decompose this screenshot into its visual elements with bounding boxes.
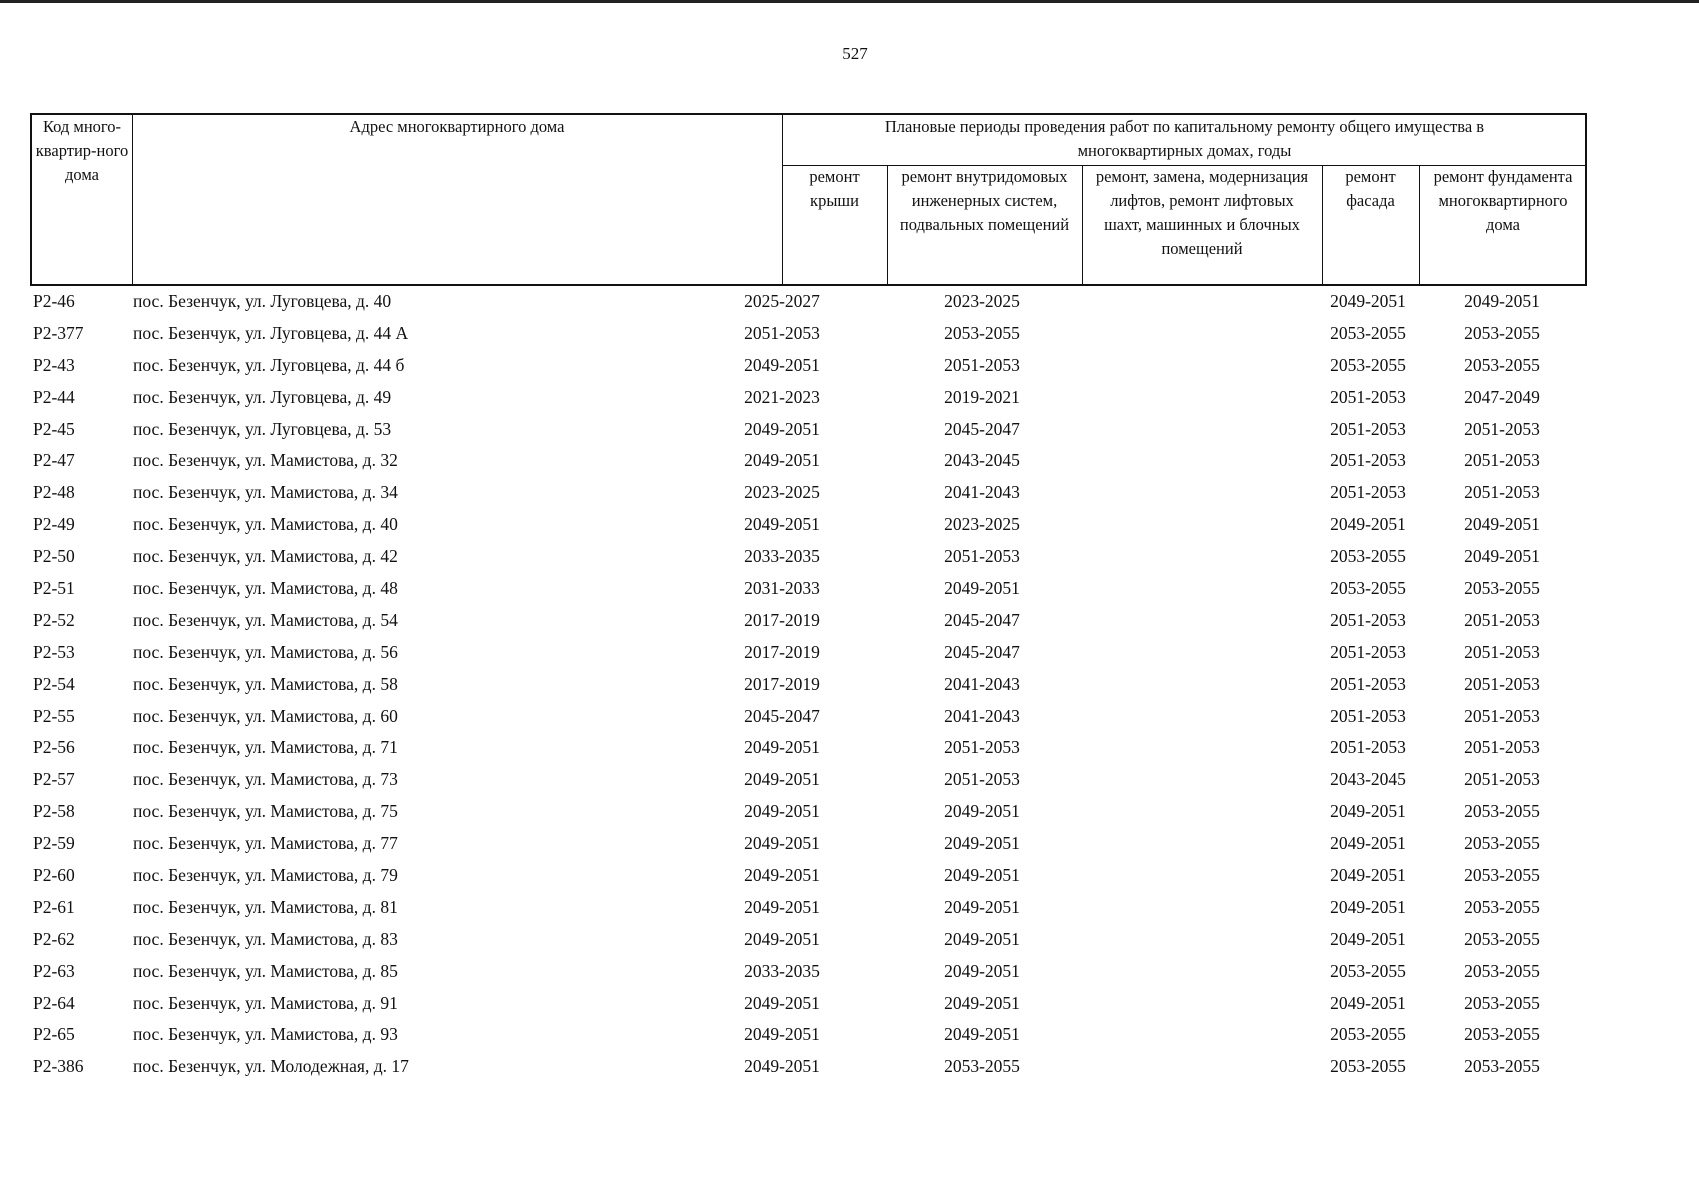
cell-address: пос. Безенчук, ул. Луговцева, д. 44 б: [133, 354, 405, 375]
table-row: [30, 637, 1587, 669]
cell-foundation: 2049-2051: [1464, 546, 1540, 567]
table-row: [30, 414, 1587, 446]
table-row: [30, 445, 1587, 477]
cell-address: пос. Безенчук, ул. Мамистова, д. 42: [133, 546, 398, 567]
cell-code: Р2-58: [33, 801, 75, 822]
cell-foundation: 2049-2051: [1464, 514, 1540, 535]
table-row: [30, 732, 1587, 764]
table-row: [30, 956, 1587, 988]
cell-code: Р2-48: [33, 482, 75, 503]
cell-facade: 2051-2053: [1330, 386, 1406, 407]
table-row: [30, 1019, 1587, 1051]
cell-address: пос. Безенчук, ул. Луговцева, д. 44 А: [133, 322, 409, 343]
cell-facade: 2053-2055: [1330, 960, 1406, 981]
cell-facade: 2053-2055: [1330, 1056, 1406, 1077]
cell-roof: 2033-2035: [744, 960, 820, 981]
cell-foundation: 2047-2049: [1464, 386, 1540, 407]
cell-address: пос. Безенчук, ул. Мамистова, д. 79: [133, 865, 398, 886]
cell-facade: 2049-2051: [1330, 896, 1406, 917]
cell-foundation: 2053-2055: [1464, 801, 1540, 822]
table-header: [30, 113, 1587, 286]
cell-facade: 2051-2053: [1330, 673, 1406, 694]
cell-engineering: 2041-2043: [944, 705, 1020, 726]
cell-engineering: 2049-2051: [944, 865, 1020, 886]
cell-roof: 2049-2051: [744, 514, 820, 535]
cell-engineering: 2049-2051: [944, 833, 1020, 854]
cell-address: пос. Безенчук, ул. Мамистова, д. 77: [133, 833, 398, 854]
cell-roof: 2049-2051: [744, 769, 820, 790]
table-row: [30, 318, 1587, 350]
cell-facade: 2051-2053: [1330, 705, 1406, 726]
table-row: [30, 828, 1587, 860]
cell-facade: 2049-2051: [1330, 801, 1406, 822]
page-number: 527: [842, 44, 868, 63]
cell-address: пос. Безенчук, ул. Мамистова, д. 34: [133, 482, 398, 503]
cell-roof: 2017-2019: [744, 673, 820, 694]
cell-engineering: 2049-2051: [944, 960, 1020, 981]
cell-address: пос. Безенчук, ул. Мамистова, д. 85: [133, 960, 398, 981]
cell-foundation: 2049-2051: [1464, 291, 1540, 311]
cell-code: Р2-52: [33, 609, 75, 630]
cell-foundation: 2053-2055: [1464, 578, 1540, 599]
cell-foundation: 2053-2055: [1464, 992, 1540, 1013]
cell-facade: 2043-2045: [1330, 769, 1406, 790]
cell-engineering: 2049-2051: [944, 896, 1020, 917]
cell-engineering: 2051-2053: [944, 354, 1020, 375]
cell-roof: 2033-2035: [744, 546, 820, 567]
cell-address: пос. Безенчук, ул. Мамистова, д. 40: [133, 514, 398, 535]
cell-engineering: 2051-2053: [944, 769, 1020, 790]
cell-roof: 2049-2051: [744, 801, 820, 822]
table-row: [30, 509, 1587, 541]
cell-facade: 2053-2055: [1330, 578, 1406, 599]
cell-code: Р2-56: [33, 737, 75, 758]
table-row: [30, 573, 1587, 605]
cell-address: пос. Безенчук, ул. Мамистова, д. 83: [133, 928, 398, 949]
cell-foundation: 2051-2053: [1464, 705, 1540, 726]
table-row: [30, 1051, 1587, 1083]
cell-foundation: 2051-2053: [1464, 418, 1540, 439]
cell-facade: 2051-2053: [1330, 418, 1406, 439]
cell-facade: 2051-2053: [1330, 450, 1406, 471]
cell-address: пос. Безенчук, ул. Мамистова, д. 48: [133, 578, 398, 599]
cell-code: Р2-49: [33, 514, 75, 535]
cell-foundation: 2051-2053: [1464, 609, 1540, 630]
cell-code: Р2-60: [33, 865, 75, 886]
cell-facade: 2051-2053: [1330, 609, 1406, 630]
cell-code: Р2-63: [33, 960, 75, 981]
cell-roof: 2049-2051: [744, 354, 820, 375]
cell-foundation: 2053-2055: [1464, 833, 1540, 854]
table-row: [30, 350, 1587, 382]
cell-engineering: 2049-2051: [944, 1024, 1020, 1045]
cell-foundation: 2051-2053: [1464, 450, 1540, 471]
cell-roof: 2049-2051: [744, 992, 820, 1013]
cell-roof: 2023-2025: [744, 482, 820, 503]
header-address: Адрес многоквартирного дома: [349, 117, 565, 136]
cell-code: Р2-62: [33, 928, 75, 949]
cell-facade: 2049-2051: [1330, 865, 1406, 886]
cell-code: Р2-377: [33, 322, 84, 343]
cell-roof: 2025-2027: [744, 291, 820, 311]
cell-code: Р2-51: [33, 578, 75, 599]
cell-address: пос. Безенчук, ул. Луговцева, д. 40: [133, 291, 392, 311]
cell-roof: 2049-2051: [744, 418, 820, 439]
cell-address: пос. Безенчук, ул. Луговцева, д. 49: [133, 386, 392, 407]
cell-foundation: 2053-2055: [1464, 322, 1540, 343]
header-foundation: ремонт фундамента многоквартирного дома: [1433, 167, 1573, 234]
cell-address: пос. Безенчук, ул. Мамистова, д. 73: [133, 769, 398, 790]
cell-roof: 2049-2051: [744, 865, 820, 886]
cell-facade: 2051-2053: [1330, 737, 1406, 758]
cell-code: Р2-59: [33, 833, 75, 854]
cell-code: Р2-54: [33, 673, 75, 694]
table-row: [30, 477, 1587, 509]
table-row: [30, 988, 1587, 1020]
cell-facade: 2049-2051: [1330, 514, 1406, 535]
cell-foundation: 2053-2055: [1464, 896, 1540, 917]
cell-roof: 2049-2051: [744, 1024, 820, 1045]
cell-engineering: 2051-2053: [944, 546, 1020, 567]
cell-address: пос. Безенчук, ул. Мамистова, д. 54: [133, 609, 398, 630]
cell-address: пос. Безенчук, ул. Мамистова, д. 32: [133, 450, 398, 471]
cell-address: пос. Безенчук, ул. Молодежная, д. 17: [133, 1056, 409, 1077]
cell-engineering: 2045-2047: [944, 641, 1020, 662]
cell-facade: 2049-2051: [1330, 992, 1406, 1013]
cell-roof: 2031-2033: [744, 578, 820, 599]
cell-address: пос. Безенчук, ул. Мамистова, д. 60: [133, 705, 398, 726]
table-row: [30, 382, 1587, 414]
cell-roof: 2017-2019: [744, 609, 820, 630]
cell-roof: 2049-2051: [744, 928, 820, 949]
table-row: [30, 764, 1587, 796]
header-code: Код много-квартир-ного дома: [35, 117, 129, 184]
cell-engineering: 2049-2051: [944, 578, 1020, 599]
cell-engineering: 2049-2051: [944, 928, 1020, 949]
cell-code: Р2-43: [33, 354, 75, 375]
cell-foundation: 2051-2053: [1464, 673, 1540, 694]
cell-facade: 2053-2055: [1330, 546, 1406, 567]
cell-engineering: 2043-2045: [944, 450, 1020, 471]
table-row: [30, 541, 1587, 573]
cell-facade: 2053-2055: [1330, 354, 1406, 375]
header-periods: Плановые периоды проведения работ по капитальному ремонту общего имущества в многоквартирных домах, годы: [884, 117, 1485, 160]
cell-code: Р2-64: [33, 992, 75, 1013]
cell-engineering: 2041-2043: [944, 482, 1020, 503]
cell-facade: 2053-2055: [1330, 322, 1406, 343]
table-body: [30, 286, 1587, 1083]
header-lifts: ремонт, замена, модернизация лифтов, ремонт лифтовых шахт, машинных и блочных помещений: [1095, 167, 1309, 258]
header-roof: ремонт крыши: [809, 167, 860, 210]
cell-roof: 2049-2051: [744, 737, 820, 758]
cell-code: Р2-53: [33, 641, 75, 662]
header-engineering: ремонт внутридомовых инженерных систем, подвальных помещений: [899, 167, 1070, 234]
cell-roof: 2049-2051: [744, 450, 820, 471]
table-row: [30, 286, 1587, 318]
cell-code: Р2-57: [33, 769, 75, 790]
cell-code: Р2-47: [33, 450, 75, 471]
table-row: [30, 892, 1587, 924]
cell-foundation: 2053-2055: [1464, 960, 1540, 981]
cell-foundation: 2051-2053: [1464, 482, 1540, 503]
table-row: [30, 924, 1587, 956]
cell-engineering: 2049-2051: [944, 801, 1020, 822]
cell-engineering: 2019-2021: [944, 386, 1020, 407]
cell-roof: 2049-2051: [744, 1056, 820, 1077]
cell-foundation: 2053-2055: [1464, 865, 1540, 886]
cell-address: пос. Безенчук, ул. Мамистова, д. 71: [133, 737, 398, 758]
table-row: [30, 669, 1587, 701]
table-row: [30, 796, 1587, 828]
cell-code: Р2-61: [33, 896, 75, 917]
cell-roof: 2051-2053: [744, 322, 820, 343]
cell-roof: 2017-2019: [744, 641, 820, 662]
cell-engineering: 2053-2055: [944, 1056, 1020, 1077]
cell-code: Р2-50: [33, 546, 75, 567]
cell-engineering: 2023-2025: [944, 291, 1020, 311]
cell-code: Р2-46: [33, 291, 75, 311]
cell-code: Р2-386: [33, 1056, 84, 1077]
cell-address: пос. Безенчук, ул. Мамистова, д. 75: [133, 801, 398, 822]
cell-address: пос. Безенчук, ул. Мамистова, д. 56: [133, 641, 398, 662]
cell-facade: 2049-2051: [1330, 833, 1406, 854]
cell-address: пос. Безенчук, ул. Мамистова, д. 93: [133, 1024, 398, 1045]
cell-foundation: 2053-2055: [1464, 928, 1540, 949]
cell-roof: 2045-2047: [744, 705, 820, 726]
cell-facade: 2053-2055: [1330, 1024, 1406, 1045]
cell-code: Р2-55: [33, 705, 75, 726]
cell-address: пос. Безенчук, ул. Мамистова, д. 91: [133, 992, 398, 1013]
cell-foundation: 2051-2053: [1464, 641, 1540, 662]
cell-foundation: 2053-2055: [1464, 354, 1540, 375]
cell-facade: 2049-2051: [1330, 291, 1406, 311]
cell-foundation: 2051-2053: [1464, 769, 1540, 790]
cell-code: Р2-44: [33, 386, 75, 407]
cell-address: пос. Безенчук, ул. Луговцева, д. 53: [133, 418, 392, 439]
cell-foundation: 2053-2055: [1464, 1056, 1540, 1077]
cell-engineering: 2045-2047: [944, 609, 1020, 630]
cell-code: Р2-65: [33, 1024, 75, 1045]
cell-foundation: 2053-2055: [1464, 1024, 1540, 1045]
table-row: [30, 701, 1587, 733]
header-facade: ремонт фасада: [1345, 167, 1396, 210]
cell-foundation: 2051-2053: [1464, 737, 1540, 758]
table-row: [30, 605, 1587, 637]
cell-roof: 2049-2051: [744, 833, 820, 854]
cell-address: пос. Безенчук, ул. Мамистова, д. 81: [133, 896, 398, 917]
cell-engineering: 2023-2025: [944, 514, 1020, 535]
cell-code: Р2-45: [33, 418, 75, 439]
cell-engineering: 2053-2055: [944, 322, 1020, 343]
cell-engineering: 2049-2051: [944, 992, 1020, 1013]
cell-facade: 2051-2053: [1330, 641, 1406, 662]
table-row: [30, 860, 1587, 892]
cell-roof: 2021-2023: [744, 386, 820, 407]
cell-roof: 2049-2051: [744, 896, 820, 917]
cell-facade: 2051-2053: [1330, 482, 1406, 503]
cell-engineering: 2045-2047: [944, 418, 1020, 439]
cell-engineering: 2041-2043: [944, 673, 1020, 694]
top-border-rule: [0, 0, 1699, 3]
cell-address: пос. Безенчук, ул. Мамистова, д. 58: [133, 673, 398, 694]
cell-engineering: 2051-2053: [944, 737, 1020, 758]
cell-facade: 2049-2051: [1330, 928, 1406, 949]
